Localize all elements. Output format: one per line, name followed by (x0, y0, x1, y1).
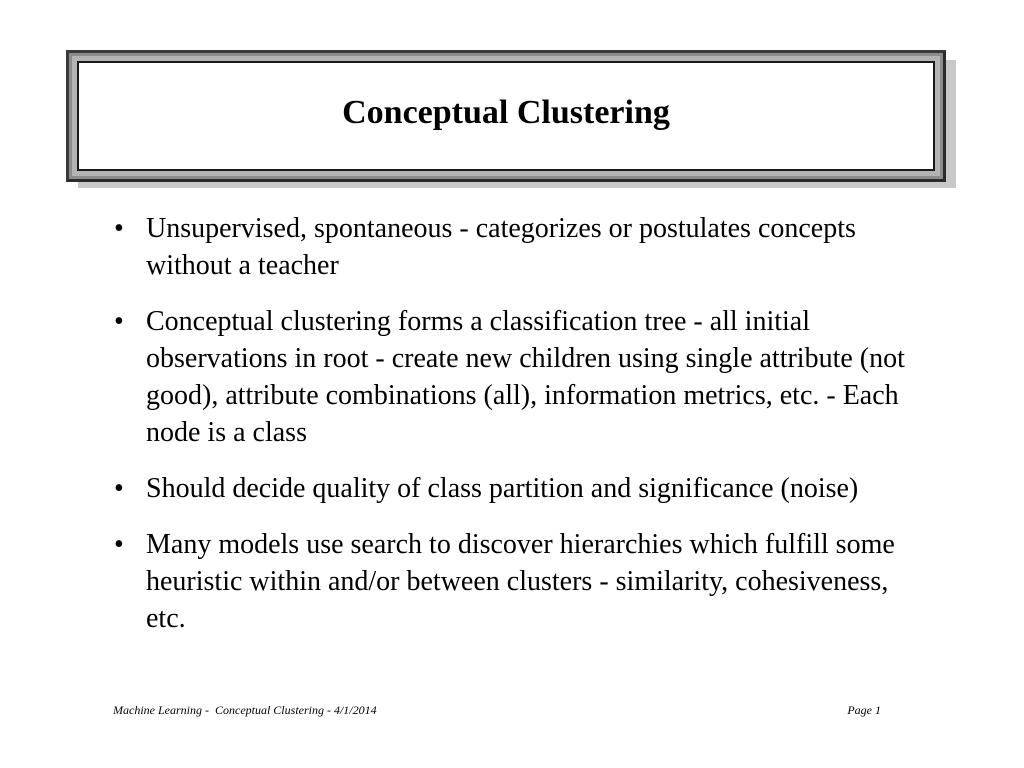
title-box (66, 50, 946, 182)
bullet-item (112, 470, 922, 507)
bullet-item (112, 526, 922, 637)
bullet-item (112, 210, 922, 284)
slide-title: Conceptual Clustering (342, 94, 670, 131)
page-number: Page 1 (847, 703, 881, 717)
bullet-marker: • (114, 306, 124, 337)
title-box-inner (77, 61, 935, 171)
footer-caption: Machine Learning - Conceptual Clustering - 4/1/2014 (113, 703, 377, 717)
bullet-text: Conceptual clustering forms a classification tree - all initial observations in root - create new children using single attribute (not good), attribute combinations (all), information metrics, etc. - Each node is a class (146, 306, 905, 448)
bullet-text: Unsupervised, spontaneous - categorizes or postulates concepts without a teacher (146, 213, 856, 281)
bullet-marker: • (114, 213, 124, 244)
bullet-text: Should decide quality of class partition and significance (noise) (146, 473, 859, 504)
bullet-text: Many models use search to discover hierarchies which fulfill some heuristic within and/or between clusters - similarity, cohesiveness, etc. (146, 529, 895, 634)
bullet-marker: • (114, 529, 124, 560)
bullet-marker: • (114, 473, 124, 504)
bullet-item (112, 303, 922, 451)
bullet-list (112, 210, 922, 656)
